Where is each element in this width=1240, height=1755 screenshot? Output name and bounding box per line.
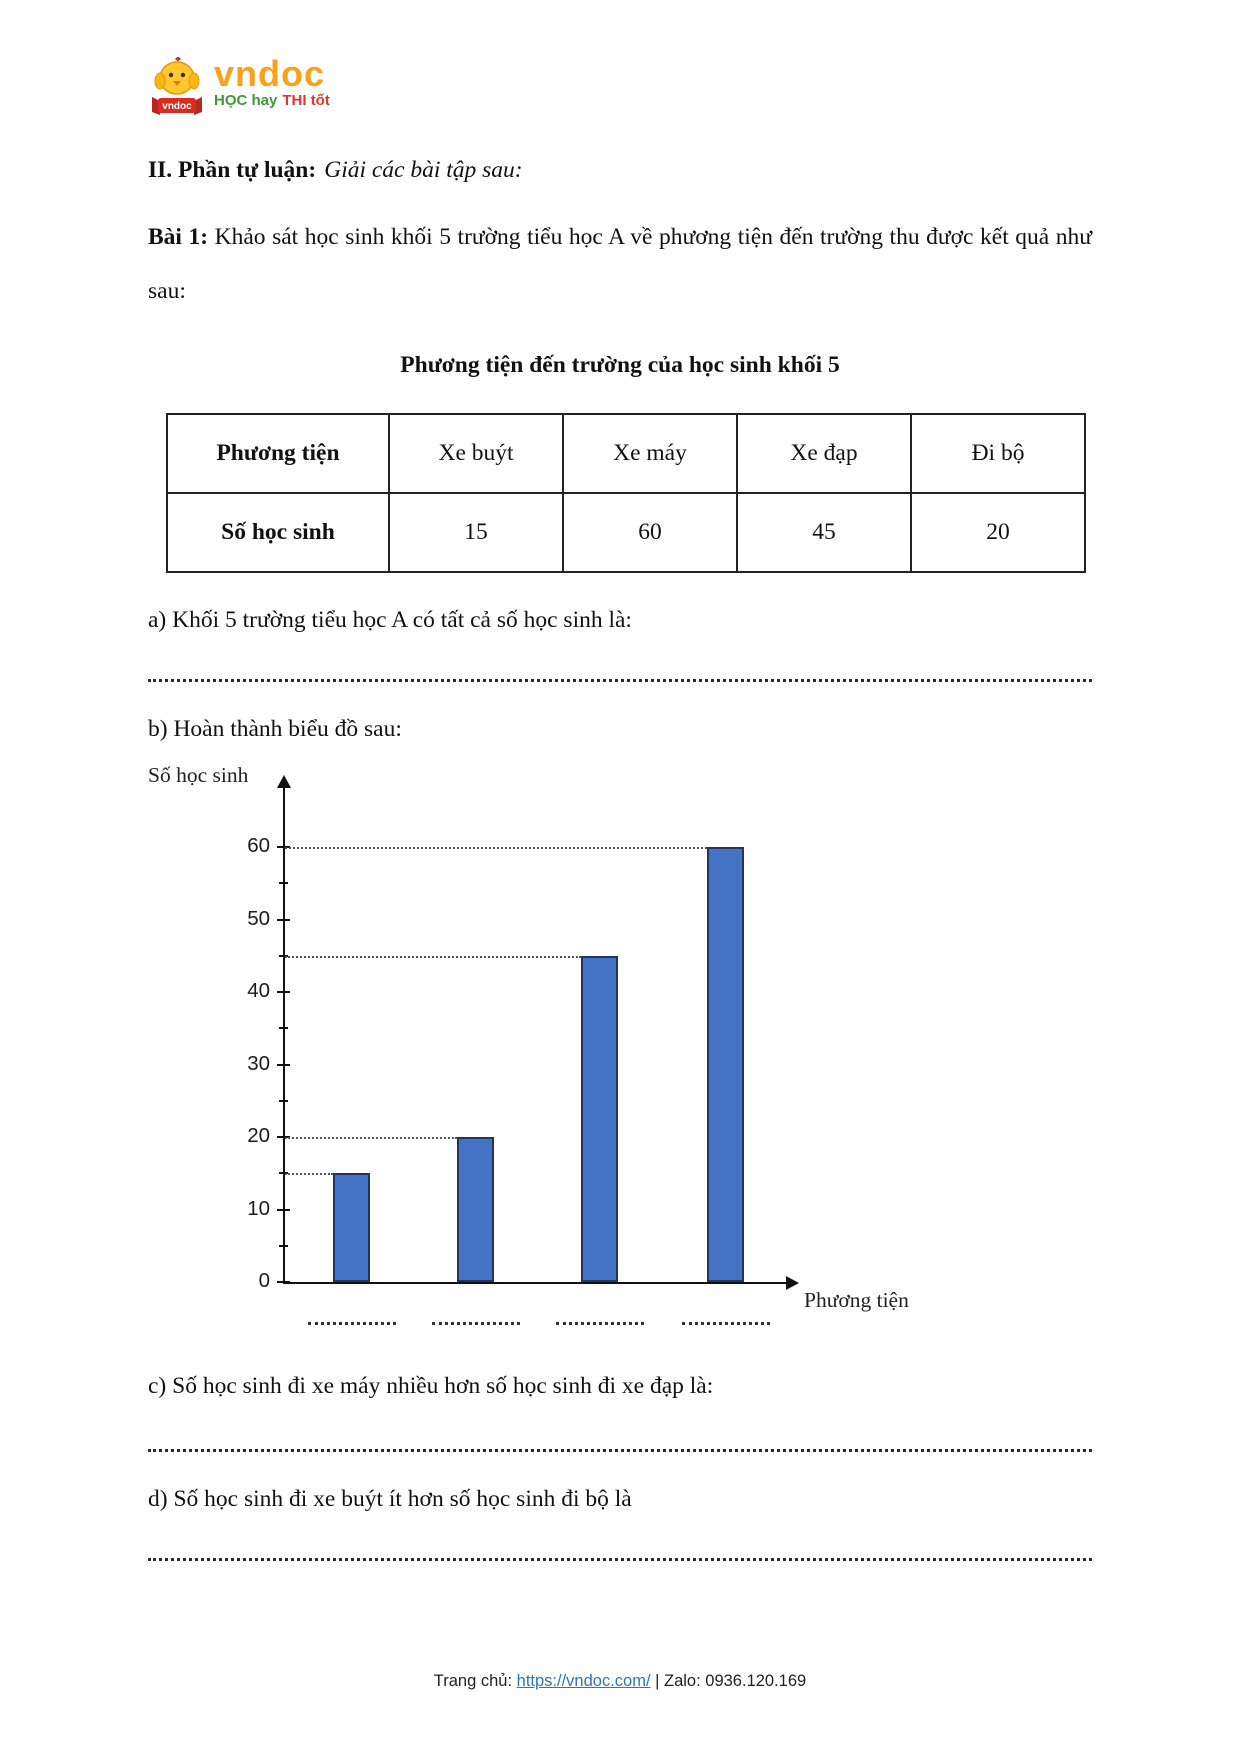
- y-tick-label-50: 50: [247, 906, 270, 930]
- value-xe-dap: 45: [737, 493, 911, 572]
- y-tick-label-10: 10: [247, 1196, 270, 1220]
- y-tick-40: [277, 991, 290, 993]
- value-guide-60: [285, 847, 707, 849]
- problem-text: Khảo sát học sinh khối 5 trường tiểu học A về phương tiện đến trường thu được kết quả như sau:: [148, 224, 1092, 305]
- header-xe-buyt: Xe buýt: [389, 414, 563, 493]
- y-tick-label-20: 20: [247, 1124, 270, 1148]
- logo-tagline-green: HỌC hay: [214, 92, 278, 109]
- question-b: b) Hoàn thành biểu đồ sau:: [148, 716, 402, 743]
- value-xe-buyt: 15: [389, 493, 563, 572]
- value-di-bo: 20: [911, 493, 1085, 572]
- category-blank-2: [432, 1318, 520, 1325]
- answer-line-c: [148, 1444, 1092, 1452]
- y-tick-label-30: 30: [247, 1051, 270, 1075]
- bar-4: [707, 847, 744, 1282]
- problem-label: Bài 1:: [148, 224, 209, 250]
- row-label-so-hoc-sinh: Số học sinh: [167, 493, 389, 572]
- x-axis-line: [283, 1282, 788, 1284]
- vndoc-chick-icon: [148, 55, 206, 117]
- category-blank-1: [308, 1318, 396, 1325]
- section-heading-italic: Giải các bài tập sau:: [324, 157, 523, 183]
- y-tick-30: [277, 1064, 290, 1066]
- table-title: Phương tiện đến trường của học sinh khối 5: [400, 352, 840, 379]
- y-tick-label-60: 60: [247, 834, 270, 858]
- category-blank-3: [556, 1318, 644, 1325]
- value-xe-may: 60: [563, 493, 737, 572]
- logo-texts: [214, 55, 330, 111]
- bar-2: [457, 1137, 494, 1282]
- section-heading: [148, 157, 1092, 184]
- footer-prefix: Trang chủ:: [433, 1672, 513, 1690]
- vndoc-logo: [148, 55, 1092, 117]
- bar-3: [581, 956, 618, 1282]
- question-a: a) Khối 5 trường tiểu học A có tất cả số học sinh là:: [148, 607, 632, 634]
- y-tick-0: [277, 1281, 290, 1283]
- header-xe-may: Xe máy: [563, 414, 737, 493]
- section-heading-bold: II. Phần tự luận:: [148, 157, 317, 183]
- value-guide-15: [285, 1173, 333, 1175]
- y-tick-minor-35: [279, 1027, 288, 1029]
- header-phuong-tien: Phương tiện: [167, 414, 389, 493]
- y-tick-50: [277, 919, 290, 921]
- answer-line-d: [148, 1553, 1092, 1561]
- footer-zalo: | Zalo: 0936.120.169: [655, 1672, 807, 1690]
- survey-table: [166, 413, 1086, 573]
- problem-statement: [148, 210, 1092, 318]
- table-values-row: [167, 493, 1085, 572]
- header-di-bo: Đi bộ: [911, 414, 1085, 493]
- value-guide-20: [285, 1137, 457, 1139]
- value-guide-45: [285, 956, 581, 958]
- y-tick-label-0: 0: [258, 1269, 270, 1293]
- logo-tagline-red: THI tốt: [282, 92, 330, 109]
- y-tick-minor-55: [279, 882, 288, 884]
- x-axis-label: Phương tiện: [804, 1288, 909, 1313]
- y-axis-label: Số học sinh: [148, 763, 249, 788]
- logo-brand: vndoc: [214, 53, 326, 94]
- y-tick-minor-5: [279, 1245, 288, 1247]
- y-tick-10: [277, 1209, 290, 1211]
- answer-line-a: [148, 674, 1092, 682]
- category-blank-4: [682, 1318, 770, 1325]
- page-footer: [0, 1672, 1240, 1691]
- header-xe-dap: Xe đạp: [737, 414, 911, 493]
- y-tick-minor-25: [279, 1100, 288, 1102]
- bar-1: [333, 1173, 370, 1282]
- x-axis-arrow-icon: [786, 1276, 799, 1290]
- question-d: d) Số học sinh đi xe buýt ít hơn số học sinh đi bộ là: [148, 1486, 632, 1513]
- y-tick-label-40: 40: [247, 979, 270, 1003]
- logo-banner-text: vndoc: [162, 101, 192, 112]
- footer-home-link[interactable]: https://vndoc.com/: [516, 1672, 651, 1690]
- question-c: c) Số học sinh đi xe máy nhiều hơn số học sinh đi xe đạp là:: [148, 1373, 714, 1400]
- bar-chart: [148, 761, 1092, 1339]
- logo-tagline: [214, 91, 330, 111]
- table-header-row: [167, 414, 1085, 493]
